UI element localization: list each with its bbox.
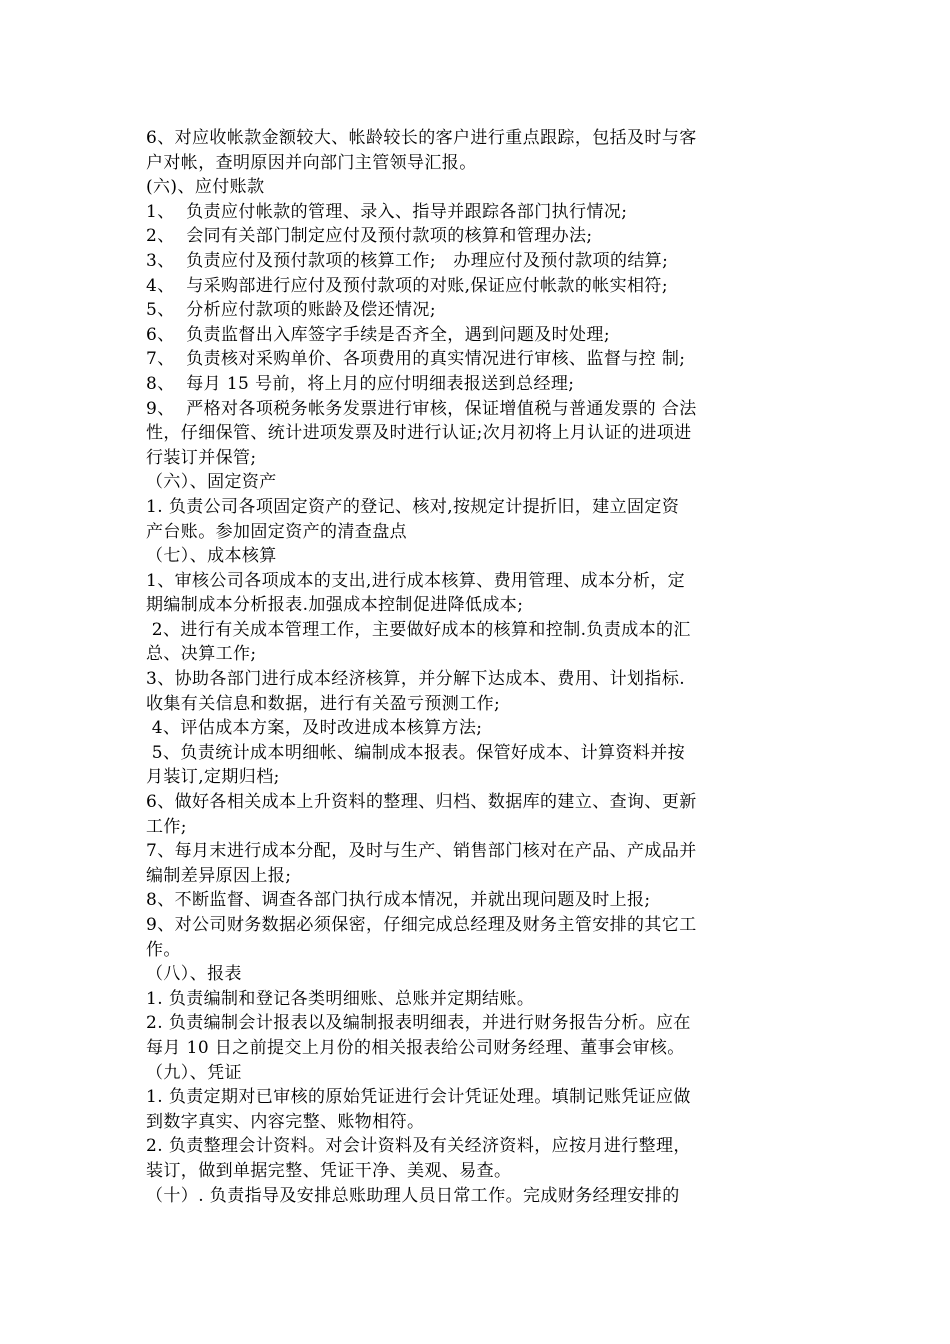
section-heading: （九）、凭证 bbox=[146, 1062, 242, 1083]
text-line: 作。 bbox=[146, 939, 181, 960]
text-line: 2、 会同有关部门制定应付及预付款项的核算和管理办法; bbox=[146, 226, 593, 247]
section-heading: （六）、固定资产 bbox=[146, 472, 277, 493]
section-heading: （十）. 负责指导及安排总账助理人员日常工作。完成财务经理安排的 bbox=[146, 1185, 680, 1206]
text-line: 5、 分析应付款项的账龄及偿还情况; bbox=[146, 300, 436, 321]
text-line: 1、 负责应付帐款的管理、录入、指导并跟踪各部门执行情况; bbox=[146, 201, 628, 222]
text-line: 产台账。参加固定资产的清查盘点 bbox=[146, 521, 407, 542]
text-line: 5、负责统计成本明细帐、编制成本报表。保管好成本、计算资料并按 bbox=[146, 742, 686, 763]
text-line: 总、决算工作; bbox=[146, 644, 257, 665]
text-line: 行装订并保管; bbox=[146, 447, 257, 468]
text-line: 6、对应收帐款金额较大、帐龄较长的客户进行重点跟踪，包括及时与客 bbox=[146, 128, 697, 148]
text-line: 1. 负责公司各项固定资产的登记、核对,按规定计提折旧，建立固定资 bbox=[146, 496, 680, 517]
section-heading: （七）、成本核算 bbox=[146, 546, 277, 567]
text-line: 6、 负责监督出入库签字手续是否齐全，遇到问题及时处理; bbox=[146, 324, 610, 345]
text-line: 2. 负责整理会计资料。对会计资料及有关经济资料，应按月进行整理， bbox=[146, 1136, 691, 1157]
text-line: 9、 严格对各项税务帐务发票进行审核，保证增值税与普通发票的 合法 bbox=[146, 398, 697, 419]
text-line: 编制差异原因上报; bbox=[146, 865, 292, 886]
text-line: 到数字真实、内容完整、账物相符。 bbox=[146, 1111, 425, 1132]
text-line: 1. 负责定期对已审核的原始凭证进行会计凭证处理。填制记账凭证应做 bbox=[146, 1087, 691, 1108]
text-line: 装订，做到单据完整、凭证干净、美观、易查。 bbox=[146, 1160, 512, 1181]
text-line: 工作; bbox=[146, 816, 187, 837]
text-line: 7、每月末进行成本分配，及时与生产、销售部门核对在产品、产成品并 bbox=[146, 841, 697, 862]
text-line: 1、审核公司各项成本的支出,进行成本核算、费用管理、成本分析，定 bbox=[146, 570, 686, 591]
document-body bbox=[146, 126, 810, 1208]
text-line: 8、 每月 15 号前，将上月的应付明细表报送到总经理; bbox=[146, 373, 575, 394]
text-line: 月装订,定期归档; bbox=[146, 767, 280, 788]
text-line: 收集有关信息和数据，进行有关盈亏预测工作; bbox=[146, 693, 501, 714]
text-line: 3、 负责应付及预付款项的核算工作; 办理应付及预付款项的结算; bbox=[146, 250, 669, 271]
text-line: 4、评估成本方案，及时改进成本核算方法; bbox=[146, 718, 483, 739]
text-line: 性，仔细保管、统计进项发票及时进行认证;次月初将上月认证的进项进 bbox=[146, 423, 692, 444]
text-line: 2、进行有关成本管理工作，主要做好成本的核算和控制.负责成本的汇 bbox=[146, 619, 691, 640]
text-line: 3、协助各部门进行成本经济核算，并分解下达成本、费用、计划指标. bbox=[146, 669, 686, 690]
text-line: 户对帐，查明原因并向部门主管领导汇报。 bbox=[146, 152, 477, 173]
section-heading: (六)、应付账款 bbox=[146, 177, 265, 198]
text-line: 1. 负责编制和登记各类明细账、总账并定期结账。 bbox=[146, 988, 535, 1009]
section-heading: （八）、报表 bbox=[146, 964, 242, 985]
text-line: 9、对公司财务数据必须保密，仔细完成总经理及财务主管安排的其它工 bbox=[146, 915, 697, 935]
text-line: 每月 10 日之前提交上月份的相关报表给公司财务经理、董事会审核。 bbox=[146, 1037, 685, 1058]
text-line: 8、不断监督、调查各部门执行成本情况，并就出现问题及时上报; bbox=[146, 890, 651, 911]
text-line: 6、做好各相关成本上升资料的整理、归档、数据库的建立、查询、更新 bbox=[146, 792, 697, 813]
text-line: 期编制成本分析报表.加强成本控制促进降低成本; bbox=[146, 595, 524, 616]
text-line: 2. 负责编制会计报表以及编制报表明细表，并进行财务报告分析。应在 bbox=[146, 1013, 691, 1034]
text-line: 4、 与采购部进行应付及预付款项的对账,保证应付帐款的帐实相符; bbox=[146, 275, 668, 296]
text-line: 7、 负责核对采购单价、各项费用的真实情况进行审核、监督与控 制; bbox=[146, 349, 686, 370]
